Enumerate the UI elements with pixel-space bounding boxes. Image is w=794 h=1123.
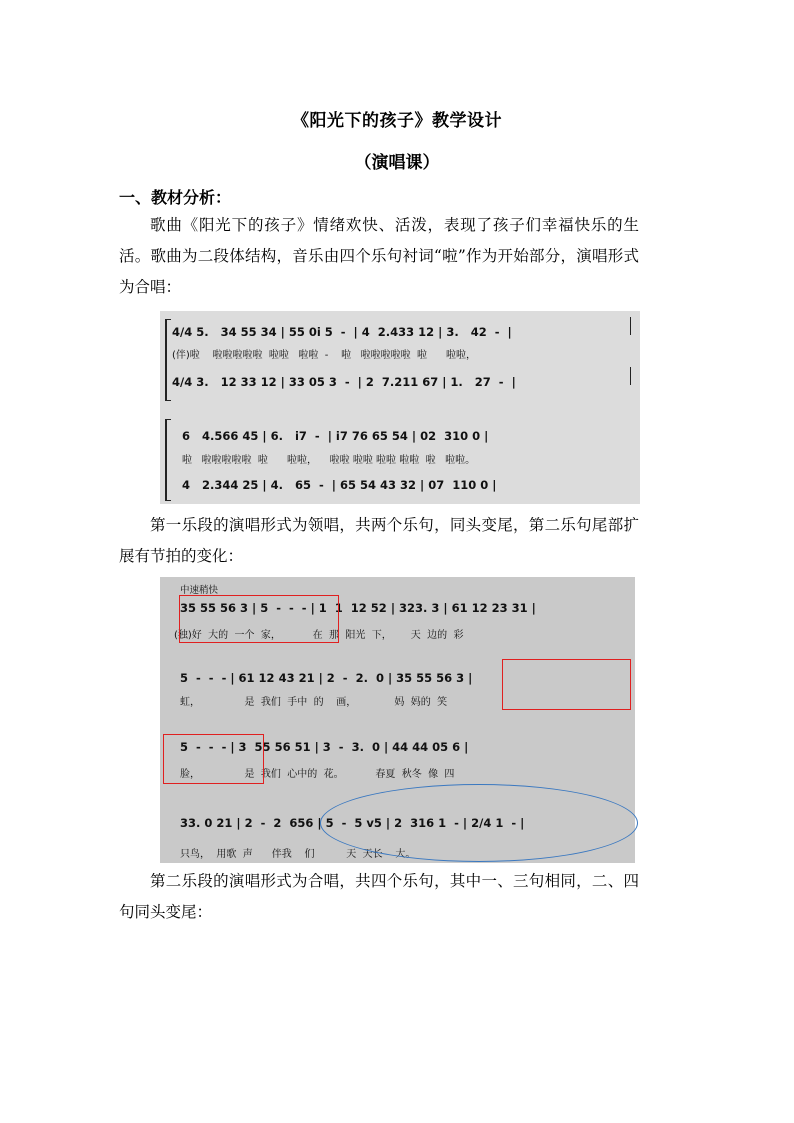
page-title: 《阳光下的孩子》教学设计 <box>292 111 502 131</box>
highlight-box <box>502 659 631 710</box>
bar-line <box>630 317 631 335</box>
score-lyrics-row: (伴)啦 啦啦啦啦啦 啦啦 啦啦 - 啦 啦啦啦啦啦 啦 啦啦， <box>172 350 477 361</box>
score-image-prelude <box>160 311 640 504</box>
score-lyrics-row: 虹， 是 我们 手中 的 画， 妈 妈的 笑 <box>180 697 448 708</box>
tempo-marking: 中速稍快 <box>180 585 219 596</box>
score-lyrics-row: (独)好 大的 一个 家， 在 那 阳光 下， 天 边的 彩 <box>174 630 464 641</box>
staff-brace <box>165 319 171 401</box>
score-notes-row: 4/4 3. 12 33 12 | 33 05 3 - | 2 7.211 67 | 1. 27 - | <box>172 375 516 389</box>
staff-brace <box>165 419 171 501</box>
paragraph-section1: 第一乐段的演唱形式为领唱，共两个乐句，同头变尾，第二乐句尾部扩展有节拍的变化： <box>119 516 639 565</box>
highlight-ellipse <box>320 784 638 862</box>
score-lyrics-row: 啦 啦啦啦啦啦 啦 啦啦， 啦啦 啦啦 啦啦 啦啦 啦 啦啦。 <box>182 455 476 466</box>
section-heading: 一、教材分析： <box>119 188 232 207</box>
score-notes-row: 5 - - - | 61 12 43 21 | 2 - 2. 0 | 35 55 56 3 | <box>180 671 473 685</box>
score-notes-row: 33. 0 21 | 2 - 2 656 | 5 - 5 v5 | 2 316 1 - | 2/4 1 - | <box>180 816 525 830</box>
page-subtitle: （演唱课） <box>354 153 440 173</box>
score-lyrics-row: 只鸟， 用歌 声 伴我 们 天 天长 大。 <box>180 849 416 860</box>
score-notes-row: 35 55 56 3 | 5 - - - | 1 1 12 52 | 323. 3 | 61 12 23 31 | <box>180 601 536 615</box>
highlight-box <box>163 734 264 784</box>
paragraph-section2: 第二乐段的演唱形式为合唱，共四个乐句，其中一、三句相同，二、四句同头变尾： <box>119 872 639 921</box>
paragraph-analysis: 歌曲《阳光下的孩子》情绪欢快、活泼，表现了孩子们幸福快乐的生活。歌曲为二段体结构，音乐由四个乐句衬词“啦”作为开始部分，演唱形式为合唱： <box>119 216 639 296</box>
score-notes-row: 6 4.566 45 | 6. i7 - | i7 76 65 54 | 02 310 0 | <box>182 429 489 443</box>
score-lyrics-row: 脸， 是 我们 心中的 花。 春夏 秋冬 像 四 <box>180 769 455 780</box>
score-image-section1 <box>160 577 635 863</box>
score-notes-row: 4 2.344 25 | 4. 65 - | 65 54 43 32 | 07 110 0 | <box>182 478 497 492</box>
highlight-box <box>179 595 339 643</box>
score-notes-row: 4/4 5. 34 55 34 | 55 0i 5 - | 4 2.433 12 | 3. 42 - | <box>172 325 512 339</box>
score-notes-row: 5 - - - | 3 55 56 51 | 3 - 3. 0 | 44 44 05 6 | <box>180 740 469 754</box>
bar-line <box>630 367 631 385</box>
